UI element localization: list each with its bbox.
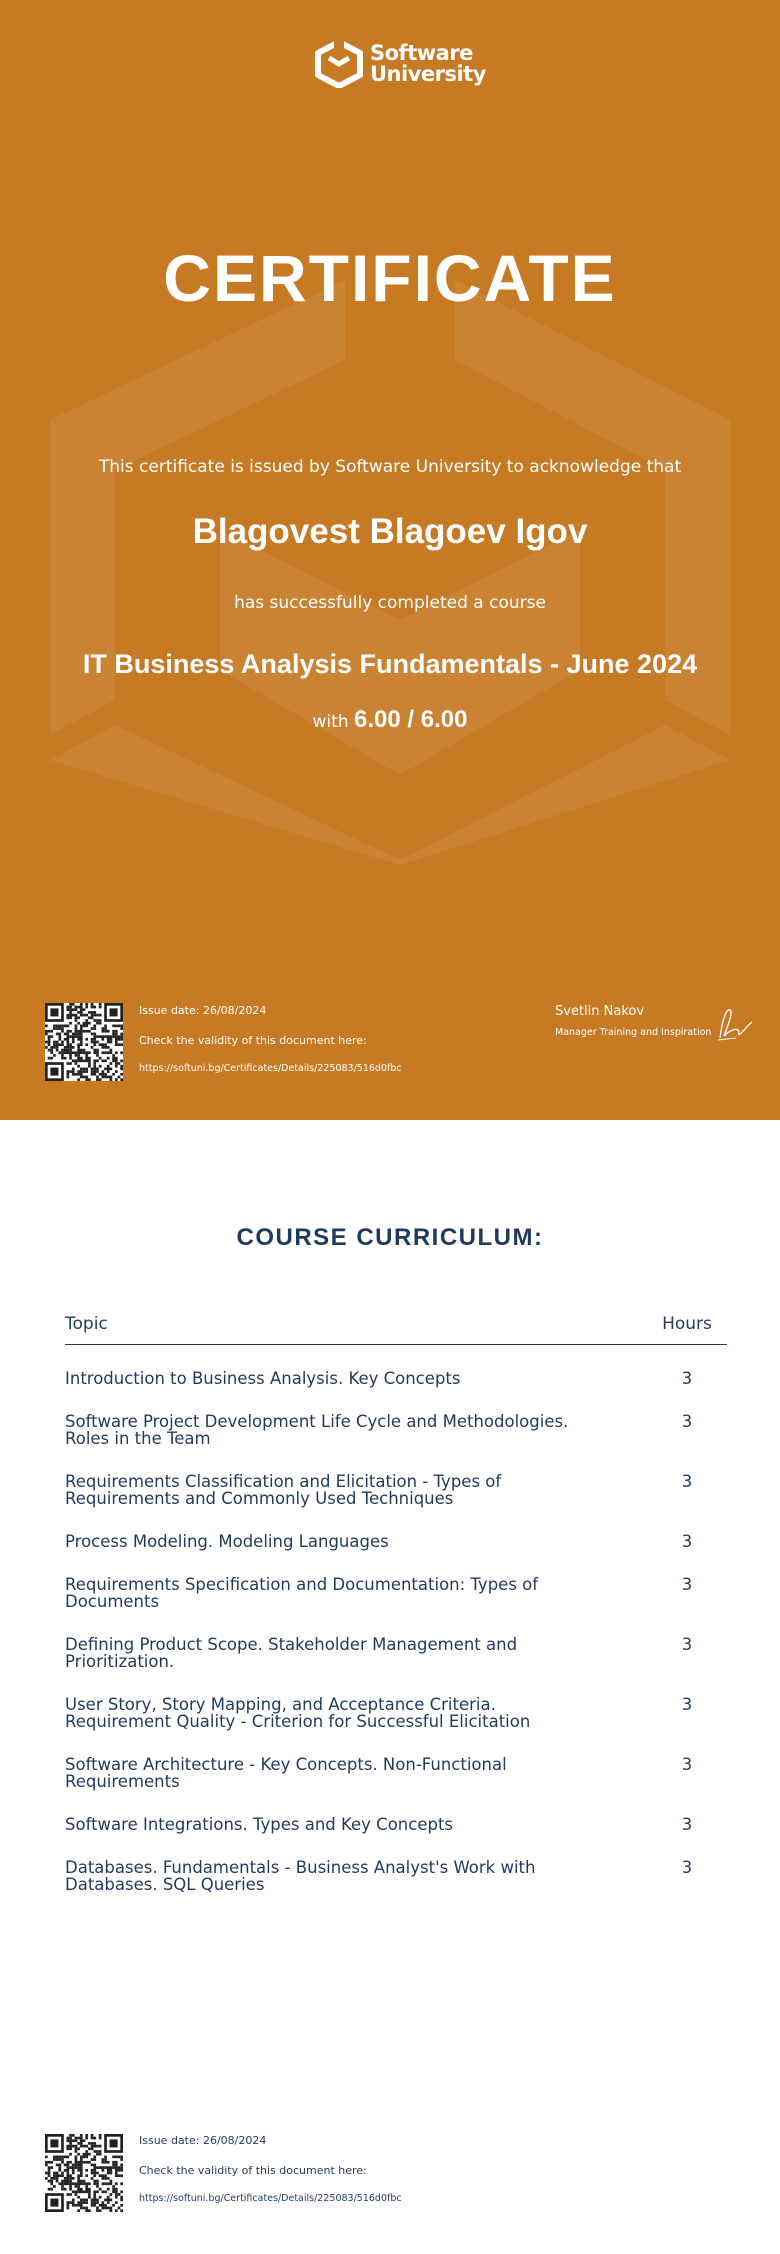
topic-line-1: Software Project Development Life Cycle and Methodologies. (65, 1412, 569, 1431)
topic-line-2: Requirements and Commonly Used Techniques (65, 1489, 454, 1508)
topic-line-1: Process Modeling. Modeling Languages (65, 1532, 389, 1551)
curriculum-table-header (65, 1312, 727, 1345)
topic-line-2: Databases. SQL Queries (65, 1875, 265, 1894)
certificate-panel (0, 0, 780, 1120)
grade-line (0, 706, 780, 734)
course-name: IT Business Analysis Fundamentals - June 2024 (82, 649, 698, 679)
topic-line-1: Requirements Classification and Elicitation - Types of (65, 1472, 502, 1491)
hours-cell: 3 (681, 1532, 693, 1551)
topic-line-1: Requirements Specification and Documentation: Types of (65, 1575, 539, 1594)
topic-cell (65, 1859, 585, 1893)
topic-cell (65, 1756, 585, 1790)
topic-line-2: Roles in the Team (65, 1429, 211, 1448)
logo-line-1: Software (370, 41, 473, 65)
hours-cell: 3 (681, 1575, 693, 1594)
hours-cell: 3 (681, 1755, 693, 1774)
signer-block (555, 1004, 711, 1038)
signer-name: Svetlin Nakov (555, 1004, 645, 1019)
topic-line-2: Requirement Quality - Criterion for Successful Elicitation (65, 1712, 531, 1731)
hours-cell: 3 (681, 1369, 693, 1388)
topic-cell (65, 1533, 585, 1550)
topic-line-1: Software Integrations. Types and Key Concepts (65, 1815, 454, 1834)
topic-line-2: Documents (65, 1592, 160, 1611)
signature-icon (714, 1002, 754, 1044)
hours-cell: 3 (681, 1412, 693, 1431)
topic-line-2: Prioritization. (65, 1652, 175, 1671)
topic-line-1: Databases. Fundamentals - Business Analyst's Work with (65, 1858, 536, 1877)
logo-line-2: University (370, 62, 486, 86)
topic-cell (65, 1636, 585, 1670)
issue-date: Issue date: 26/08/2024 (139, 1004, 267, 1017)
hours-cell: 3 (681, 1858, 693, 1877)
topic-cell (65, 1696, 585, 1730)
validation-link[interactable]: https://softuni.bg/Certificates/Details/225083/516d0fbc (139, 2193, 402, 2204)
topic-line-1: Software Architecture - Key Concepts. Non-Functional (65, 1755, 507, 1774)
watermark-logo-icon (0, 0, 780, 1120)
hours-cell: 3 (681, 1695, 693, 1714)
certificate-title: CERTIFICATE (163, 241, 617, 315)
topic-line-2: Requirements (65, 1772, 180, 1791)
grade-value: 6.00 / 6.00 (354, 706, 468, 733)
topic-cell (65, 1370, 585, 1387)
topic-cell (65, 1576, 585, 1610)
topic-cell (65, 1816, 585, 1833)
softuni-logo-icon (314, 40, 364, 88)
hours-cell: 3 (681, 1635, 693, 1654)
certificate-intro: This certificate is issued by Software University to acknowledge that (98, 457, 682, 477)
curriculum-title: COURSE CURRICULUM: (236, 1224, 544, 1251)
topic-cell (65, 1473, 585, 1507)
topic-cell (65, 1413, 585, 1447)
recipient-name: Blagovest Blagoev Igov (192, 512, 588, 551)
hours-cell: 3 (681, 1472, 693, 1491)
qr-code-icon[interactable] (45, 1003, 123, 1081)
topic-line-1: Defining Product Scope. Stakeholder Management and (65, 1635, 518, 1654)
softuni-logo (314, 40, 486, 88)
hours-cell: 3 (681, 1815, 693, 1834)
grade-prefix: with (312, 712, 349, 732)
validation-link[interactable]: https://softuni.bg/Certificates/Details/225083/516d0fbc (139, 1063, 402, 1074)
column-hours: Hours (662, 1314, 712, 1334)
signer-role: Manager Training and Inspiration (555, 1027, 712, 1038)
validity-text: Check the validity of this document here: (139, 1034, 367, 1047)
qr-code-icon[interactable] (45, 2134, 123, 2212)
completed-text: has successfully completed a course (234, 593, 546, 613)
topic-line-1: Introduction to Business Analysis. Key Concepts (65, 1369, 461, 1388)
column-topic: Topic (65, 1314, 108, 1334)
topic-line-1: User Story, Story Mapping, and Acceptance Criteria. (65, 1695, 496, 1714)
issue-date: Issue date: 26/08/2024 (139, 2134, 267, 2147)
validity-text: Check the validity of this document here: (139, 2164, 367, 2177)
